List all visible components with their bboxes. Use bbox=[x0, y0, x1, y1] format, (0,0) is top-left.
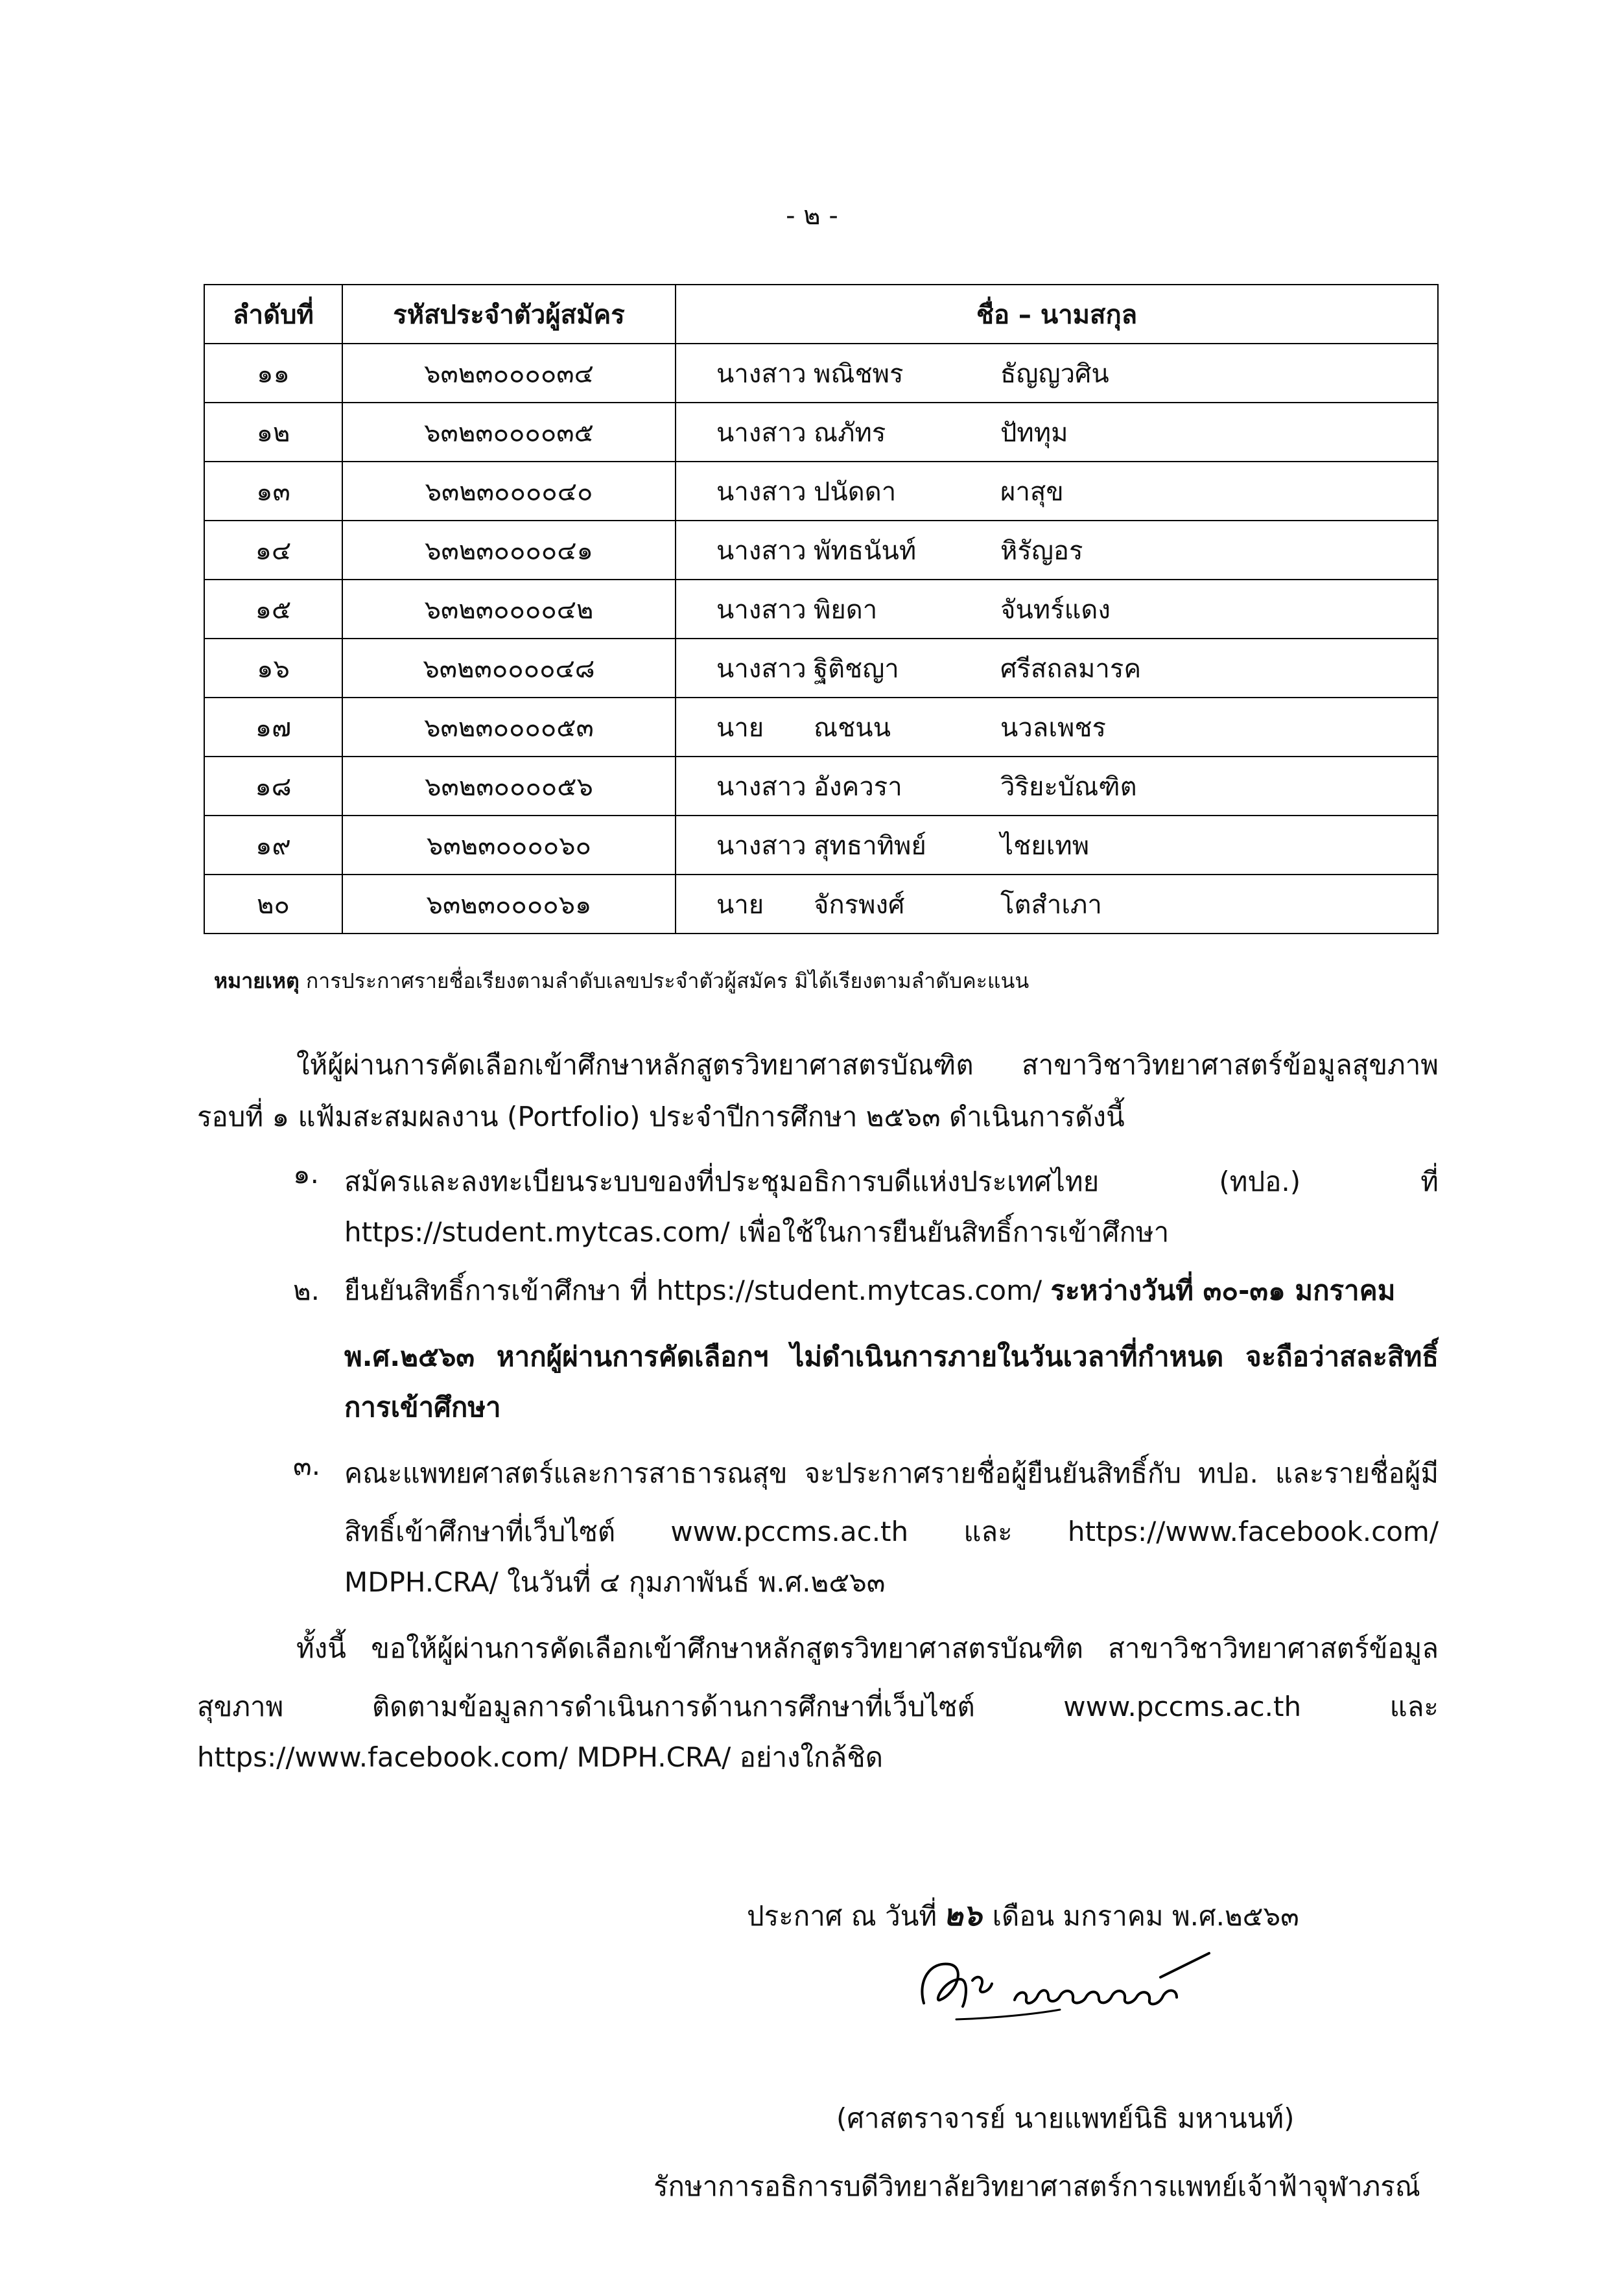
table-row bbox=[204, 875, 1438, 934]
applicant-rows bbox=[204, 344, 1438, 934]
item-2-number: ๒. bbox=[293, 1275, 320, 1306]
row-last-name: นวลเพชร bbox=[1000, 712, 1106, 743]
row-last-name: โตสำเภา bbox=[1000, 889, 1102, 920]
signatory-name: (ศาสตราจารย์ นายแพทย์นิธิ มหานนท์) bbox=[836, 2102, 1295, 2134]
header-sequence: ลำดับที่ bbox=[204, 285, 342, 344]
row-first-name: ณชนน bbox=[814, 712, 891, 743]
item-2-line-2: พ.ศ.๒๕๖๓ หากผู้ผ่านการคัดเลือกฯ ไม่ดำเนินการภายในวันเวลาที่กำหนด จะถือว่าสละสิทธิ์ bbox=[344, 1341, 1439, 1372]
row-first-name: พัทธนันท์ bbox=[814, 535, 917, 566]
table-row bbox=[204, 816, 1438, 875]
row-applicant-id: ๖๓๒๓๐๐๐๐๔๒ bbox=[342, 580, 676, 639]
row-sequence: ๒๐ bbox=[204, 875, 342, 934]
row-applicant-id: ๖๓๒๓๐๐๐๐๔๐ bbox=[342, 462, 676, 521]
row-applicant-id: ๖๓๒๓๐๐๐๐๓๕ bbox=[342, 403, 676, 462]
row-first-name: ฐิติชญา bbox=[814, 653, 899, 684]
row-last-name: ไชยเทพ bbox=[1000, 830, 1090, 861]
item-3-line-3: MDPH.CRA/ ในวันที่ ๔ กุมภาพันธ์ พ.ศ.๒๕๖๓ bbox=[344, 1566, 886, 1598]
page-number: - ๒ - bbox=[786, 201, 838, 231]
row-last-name: หิรัญอร bbox=[1000, 535, 1083, 566]
row-sequence: ๑๘ bbox=[204, 757, 342, 816]
row-full-name bbox=[676, 757, 1438, 816]
item-3-line-1: คณะแพทยศาสตร์และการสาธารณสุข จะประกาศรายชื่อผู้ยืนยันสิทธิ์กับ ทปอ. และรายชื่อผู้มี bbox=[344, 1457, 1439, 1489]
row-title: นางสาว bbox=[716, 653, 806, 684]
item-1-line-1: สมัครและลงทะเบียนระบบของที่ประชุมอธิการบดีแห่งประเทศไทย (ทปอ.) ที่ bbox=[344, 1166, 1439, 1197]
row-full-name bbox=[676, 344, 1438, 403]
row-applicant-id: ๖๓๒๓๐๐๐๐๓๔ bbox=[342, 344, 676, 403]
row-sequence: ๑๓ bbox=[204, 462, 342, 521]
row-first-name: ณภัทร bbox=[814, 417, 886, 448]
row-title: นางสาว bbox=[716, 535, 806, 566]
row-applicant-id: ๖๓๒๓๐๐๐๐๔๑ bbox=[342, 521, 676, 580]
row-title: นางสาว bbox=[716, 594, 806, 625]
row-applicant-id: ๖๓๒๓๐๐๐๐๕๖ bbox=[342, 757, 676, 816]
table-row bbox=[204, 698, 1438, 757]
item-1-line-2: https://student.mytcas.com/ เพื่อใช้ในการยืนยันสิทธิ์การเข้าศึกษา bbox=[344, 1216, 1170, 1248]
row-first-name: สุทธาทิพย์ bbox=[814, 830, 926, 861]
row-sequence: ๑๔ bbox=[204, 521, 342, 580]
row-title: นาย bbox=[716, 712, 764, 743]
table-row bbox=[204, 757, 1438, 816]
row-title: นางสาว bbox=[716, 476, 806, 507]
row-applicant-id: ๖๓๒๓๐๐๐๐๔๘ bbox=[342, 639, 676, 698]
note-label: หมายเหตุ bbox=[214, 969, 300, 993]
table-row bbox=[204, 580, 1438, 639]
item-2-line-1-b: ระหว่างวันที่ ๓๐-๓๑ มกราคม bbox=[1050, 1275, 1396, 1306]
row-first-name: อังควรา bbox=[814, 771, 902, 802]
table-row bbox=[204, 462, 1438, 521]
row-sequence: ๑๙ bbox=[204, 816, 342, 875]
row-first-name: พณิชพร bbox=[814, 358, 904, 389]
row-last-name: ศรีสถลมารค bbox=[1000, 653, 1142, 684]
row-last-name: วิริยะบัณฑิต bbox=[1000, 771, 1137, 802]
note-text: การประกาศรายชื่อเรียงตามลำดับเลขประจำตัวผู้สมัคร มิได้เรียงตามลำดับคะแนน bbox=[299, 969, 1030, 993]
row-sequence: ๑๗ bbox=[204, 698, 342, 757]
row-first-name: จักรพงศ์ bbox=[814, 889, 905, 920]
row-full-name bbox=[676, 521, 1438, 580]
closing-line-3: https://www.facebook.com/ MDPH.CRA/ อย่างใกล้ชิด bbox=[197, 1741, 883, 1773]
item-2-line-3: การเข้าศึกษา bbox=[344, 1391, 501, 1423]
item-3-number: ๓. bbox=[293, 1450, 321, 1481]
header-applicant-id: รหัสประจำตัวผู้สมัคร bbox=[342, 285, 676, 344]
table-row bbox=[204, 344, 1438, 403]
item-2-line-1-a: ยืนยันสิทธิ์การเข้าศึกษา ที่ https://student.mytcas.com/ bbox=[344, 1275, 1051, 1306]
intro-line-2: รอบที่ ๑ แฟ้มสะสมผลงาน (Portfolio) ประจำปีการศึกษา ๒๕๖๓ ดำเนินการดังนี้ bbox=[197, 1101, 1125, 1133]
row-applicant-id: ๖๓๒๓๐๐๐๐๖๑ bbox=[342, 875, 676, 934]
row-full-name bbox=[676, 462, 1438, 521]
row-last-name: ผาสุข bbox=[1000, 476, 1064, 507]
row-title: นางสาว bbox=[716, 417, 806, 448]
row-last-name: จันทร์แดง bbox=[1000, 594, 1111, 625]
table-row bbox=[204, 403, 1438, 462]
handwritten-signature bbox=[904, 1942, 1242, 2032]
date-suffix: เดือน มกราคม พ.ศ.๒๕๖๓ bbox=[992, 1900, 1299, 1932]
row-first-name: ปนัดดา bbox=[814, 476, 897, 507]
header-full-name: ชื่อ – นามสกุล bbox=[676, 285, 1438, 344]
row-applicant-id: ๖๓๒๓๐๐๐๐๕๓ bbox=[342, 698, 676, 757]
row-full-name bbox=[676, 816, 1438, 875]
applicant-table bbox=[204, 284, 1439, 934]
row-title: นาย bbox=[716, 889, 764, 920]
table-header-row bbox=[204, 285, 1438, 344]
row-last-name: ธัญญวศิน bbox=[1000, 358, 1109, 389]
row-full-name bbox=[676, 639, 1438, 698]
row-sequence: ๑๒ bbox=[204, 403, 342, 462]
item-3-line-2: สิทธิ์เข้าศึกษาที่เว็บไซต์ www.pccms.ac.th และ https://www.facebook.com/ bbox=[344, 1516, 1439, 1547]
closing-line-1: ทั้งนี้ ขอให้ผู้ผ่านการคัดเลือกเข้าศึกษาหลักสูตรวิทยาศาสตรบัณฑิต สาขาวิชาวิทยาศาสตร์ข้อมูล bbox=[296, 1632, 1439, 1664]
signatory-position: รักษาการอธิการบดีวิทยาลัยวิทยาศาสตร์การแพทย์เจ้าฟ้าจุฬาภรณ์ bbox=[653, 2170, 1420, 2202]
row-full-name bbox=[676, 875, 1438, 934]
table-note bbox=[214, 965, 1029, 998]
item-2-line-1 bbox=[344, 1277, 1395, 1304]
row-title: นางสาว bbox=[716, 358, 806, 389]
row-sequence: ๑๑ bbox=[204, 344, 342, 403]
date-day-handwritten: ๒๖ bbox=[943, 1897, 982, 1933]
row-title: นางสาว bbox=[716, 771, 806, 802]
date-prefix: ประกาศ ณ วันที่ bbox=[747, 1900, 937, 1932]
item-1-number: ๑. bbox=[293, 1158, 320, 1190]
announcement-date bbox=[747, 1892, 1299, 1939]
closing-line-2: สุขภาพ ติดตามข้อมูลการดำเนินการด้านการศึกษาที่เว็บไซต์ www.pccms.ac.th และ bbox=[197, 1691, 1439, 1722]
intro-line-1: ให้ผู้ผ่านการคัดเลือกเข้าศึกษาหลักสูตรวิทยาศาสตรบัณฑิต สาขาวิชาวิทยาศาสตร์ข้อมูลสุขภาพ bbox=[296, 1049, 1439, 1081]
table-row bbox=[204, 639, 1438, 698]
row-sequence: ๑๖ bbox=[204, 639, 342, 698]
row-full-name bbox=[676, 403, 1438, 462]
row-full-name bbox=[676, 580, 1438, 639]
row-sequence: ๑๕ bbox=[204, 580, 342, 639]
row-full-name bbox=[676, 698, 1438, 757]
row-first-name: พิยดา bbox=[814, 594, 878, 625]
table-row bbox=[204, 521, 1438, 580]
row-applicant-id: ๖๓๒๓๐๐๐๐๖๐ bbox=[342, 816, 676, 875]
row-title: นางสาว bbox=[716, 830, 806, 861]
row-last-name: ปัททุม bbox=[1000, 417, 1068, 448]
